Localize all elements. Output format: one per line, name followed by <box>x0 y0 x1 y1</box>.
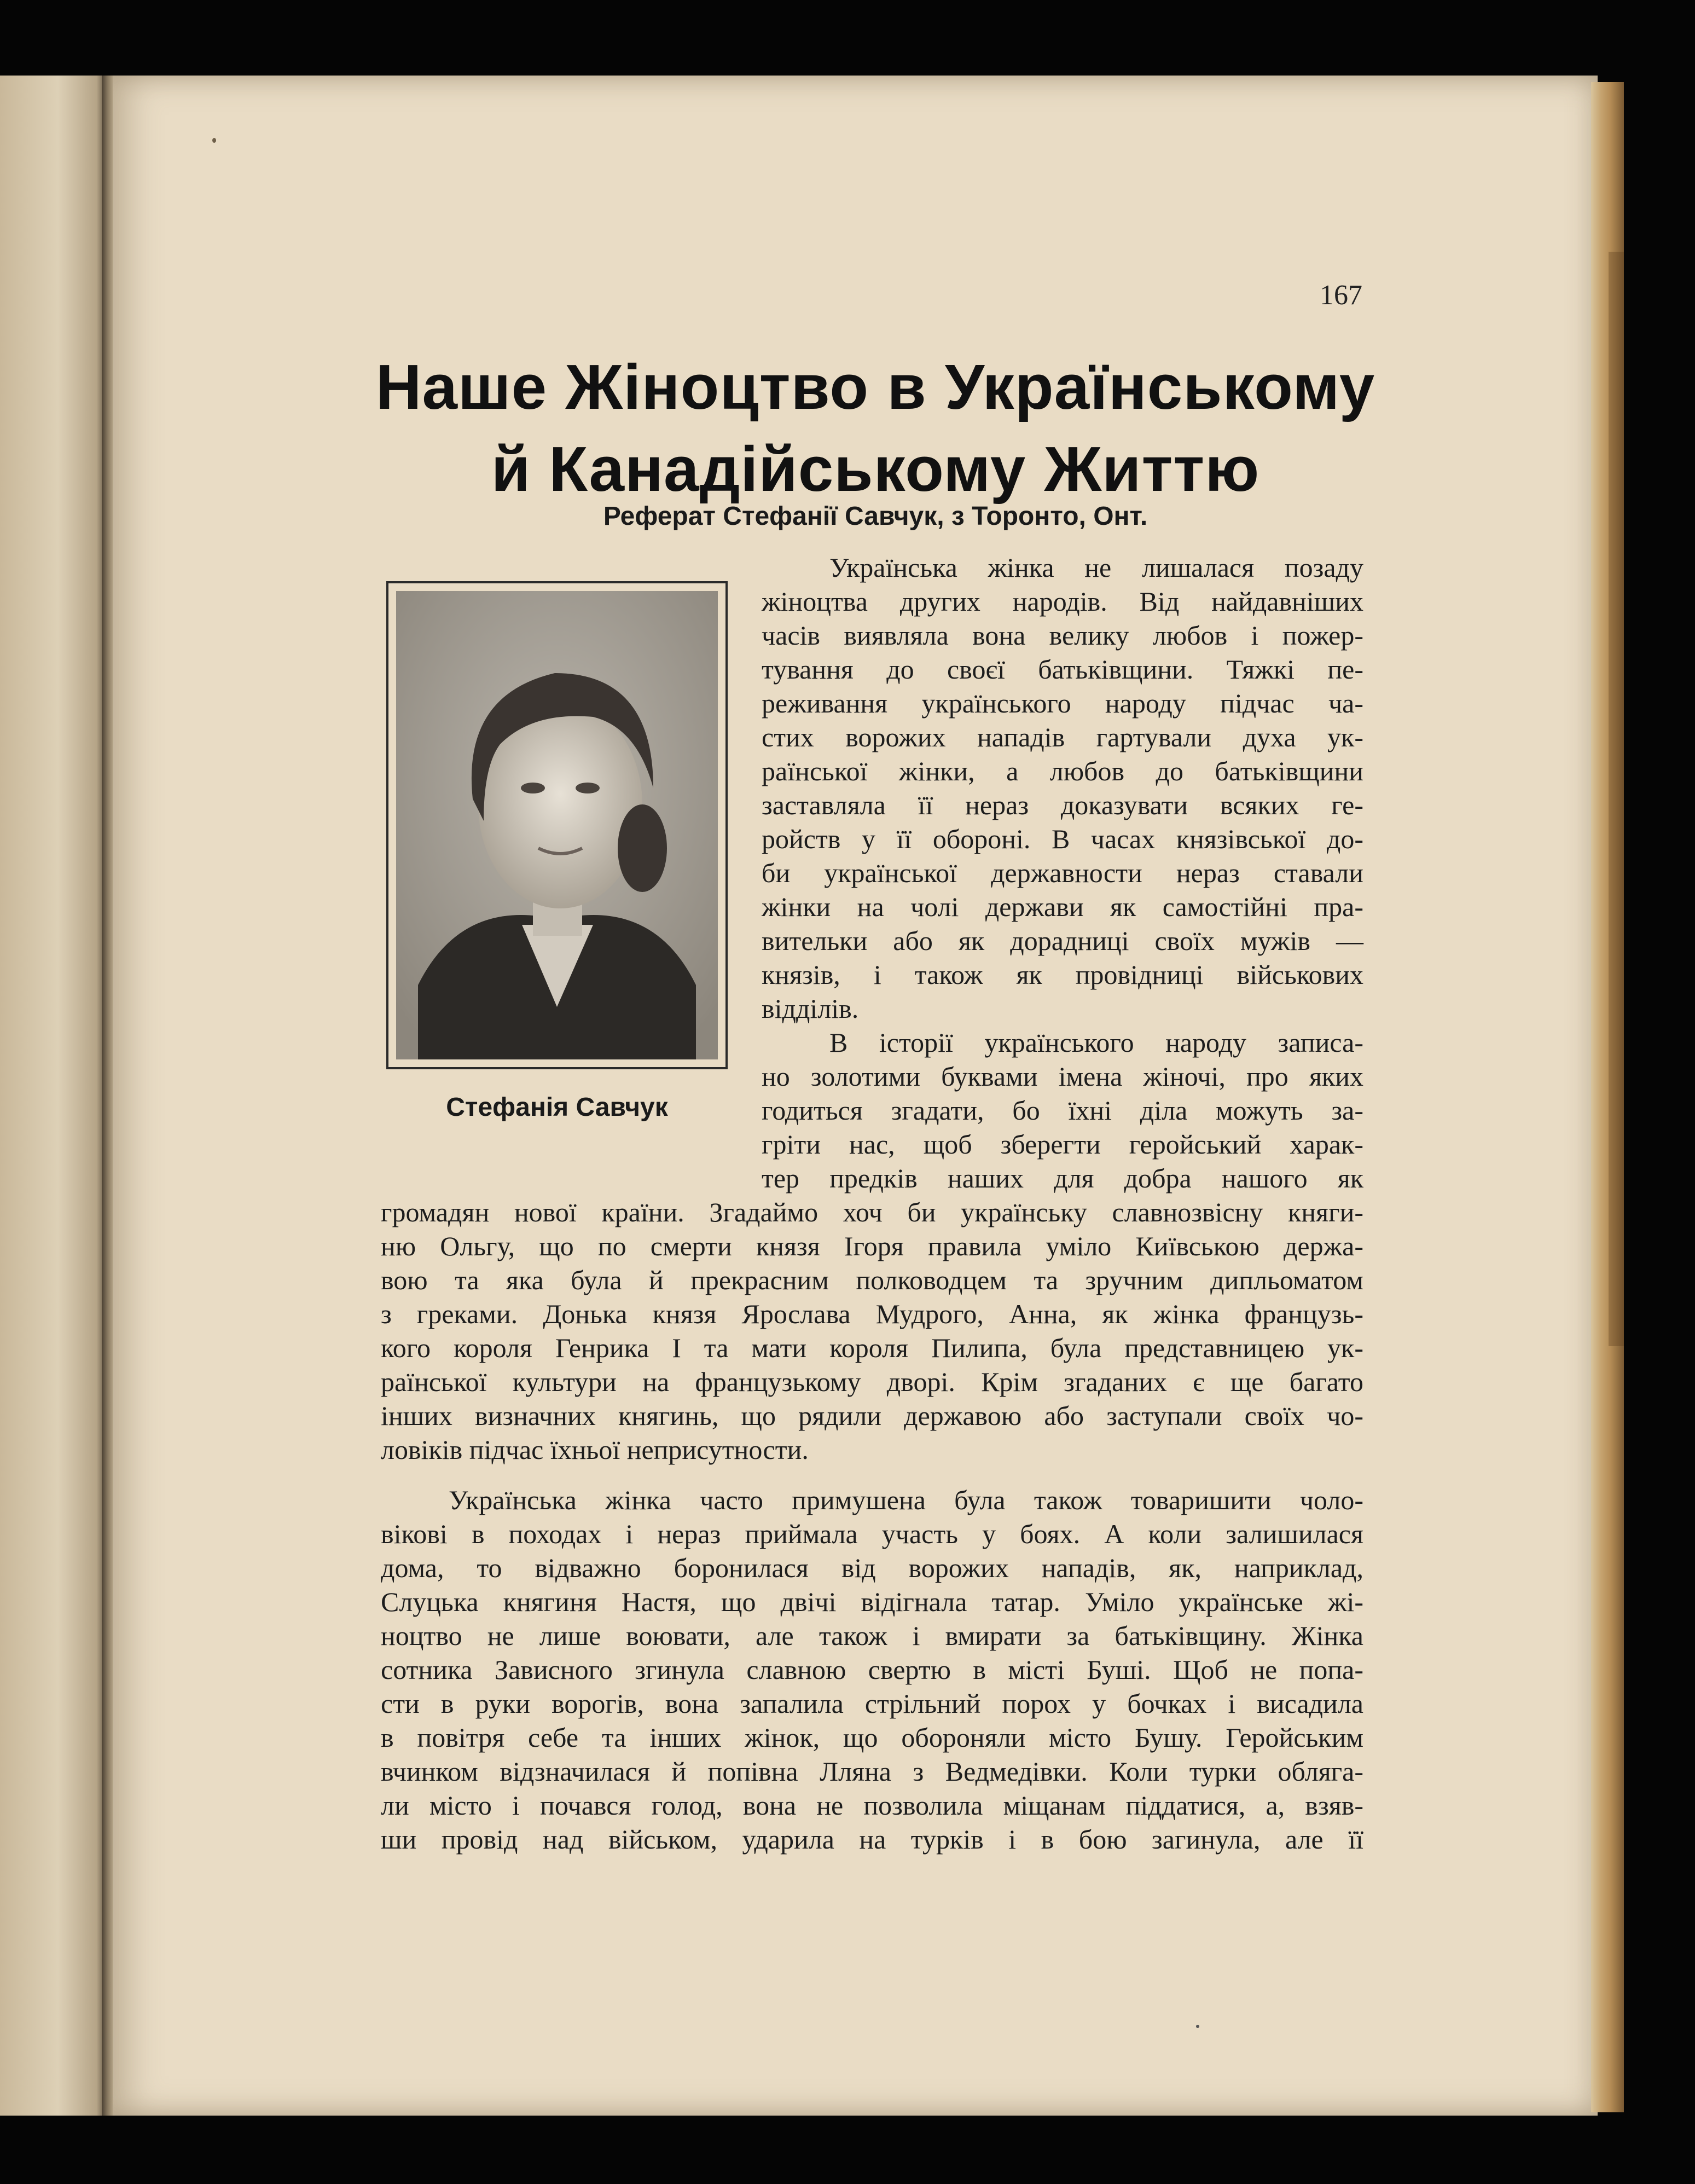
body-line: сти в руки ворогів, вона запалила стрільний порох у бочках і висадила <box>381 1688 1363 1719</box>
body-line: раїнської культури на французькому дворі. Крім згаданих є ще багато <box>381 1366 1363 1397</box>
article-title-line-1: Наше Жіноцтво в Українському <box>375 351 1375 422</box>
portrait-image <box>396 591 718 1059</box>
body-line: Українська жінка часто примушена була також товаришити чоло- <box>449 1485 1363 1515</box>
body-line: жінки на чолі держави як самостійні пра- <box>762 891 1363 922</box>
body-line: реживання українського народу підчас ча- <box>762 688 1363 719</box>
body-line: відділів. <box>762 993 859 1024</box>
portrait-caption: Стефанія Савчук <box>446 1093 668 1122</box>
body-line: раїнської жінки, а любов до батьківщини <box>762 756 1363 786</box>
body-line: вчинком відзначилася й попівна Лляна з Ведмедівки. Коли турки облягa- <box>381 1756 1363 1787</box>
body-line: заставляла її нераз доказувати всяких ге- <box>762 790 1363 820</box>
body-line: дома, то відважно боронилася від ворожих нападів, як, наприклад, <box>381 1552 1363 1583</box>
body-line: Українська жінка не лишалася позаду <box>829 552 1363 583</box>
body-line: тер предків наших для добра нашого як <box>762 1163 1363 1194</box>
body-line: з греками. Донька князя Ярослава Мудрого, Анна, як жінка французь- <box>381 1299 1363 1329</box>
body-line: кого короля Генрика І та мати короля Пилипа, була представницею ук- <box>381 1333 1363 1363</box>
body-line: вою та яка була й прекрасним полководцем та зручним дипльоматом <box>381 1265 1363 1295</box>
article-subtitle: Реферат Стефанії Савчук, з Торонто, Онт. <box>603 502 1148 531</box>
body-line: но золотими буквами імена жіночі, про яких <box>762 1061 1363 1092</box>
portrait-photo <box>386 581 728 1069</box>
body-line: сотника Зависного згинула славною свертю в місті Буші. Щоб не попа- <box>381 1654 1363 1685</box>
body-line: гріти нас, щоб зберегти геройський харак- <box>762 1129 1363 1160</box>
page-edge-shadow <box>1609 252 1624 1346</box>
body-line: вительки або як дорадниці своїх мужів — <box>762 925 1363 956</box>
left-page-edge <box>0 76 105 2116</box>
body-line: ши провід над військом, ударила на турків і в бою загинула, але її <box>381 1824 1363 1855</box>
body-line: жіноцтва других народів. Від найдавніших <box>762 586 1363 617</box>
body-line: часів виявляла вона велику любов і пожер- <box>762 620 1363 651</box>
body-line: вікові в походах і нераз приймала участь у боях. А коли залишилася <box>381 1519 1363 1549</box>
body-line: би української державности нераз ставали <box>762 858 1363 888</box>
body-line: тування до своєї батьківщини. Тяжкі пе- <box>762 654 1363 685</box>
body-line: громадян нової країни. Згадаймо хоч би українську славнозвісну княги- <box>381 1197 1363 1227</box>
body-line: ли місто і почався голод, вона не позволила міщанам піддатися, а, взяв- <box>381 1790 1363 1821</box>
body-line: інших визначних княгинь, що рядили державою або заступали своїх чо- <box>381 1400 1363 1431</box>
body-line: ловіків підчас їхньої неприсутности. <box>381 1434 809 1465</box>
body-line: В історії українського народу записа- <box>829 1027 1363 1058</box>
body-line: в повітря себе та інших жінок, що обороняли місто Бушу. Геройським <box>381 1722 1363 1753</box>
article-title-line-2: й Канадійському Життю <box>491 433 1260 505</box>
body-line: годиться згадати, бо їхні діла можуть за- <box>762 1095 1363 1126</box>
body-line: ноцтво не лише воювати, але також і вмирати за батьківщину. Жінка <box>381 1620 1363 1651</box>
body-line: ройств у її обороні. В часах князівської до- <box>762 824 1363 854</box>
body-line: князів, і також як провідниці військових <box>762 959 1363 990</box>
body-line: стих ворожих нападів гартували духа ук- <box>762 722 1363 752</box>
page-speck <box>1196 2025 1199 2028</box>
body-line: ню Ольгу, що по смерти князя Ігоря правила уміло Київською держа- <box>381 1231 1363 1261</box>
body-line: Слуцька княгиня Настя, що двічі відігнала татар. Уміло українське жі- <box>381 1586 1363 1617</box>
page-number: 167 <box>1320 280 1362 311</box>
margin-speck <box>212 138 216 143</box>
